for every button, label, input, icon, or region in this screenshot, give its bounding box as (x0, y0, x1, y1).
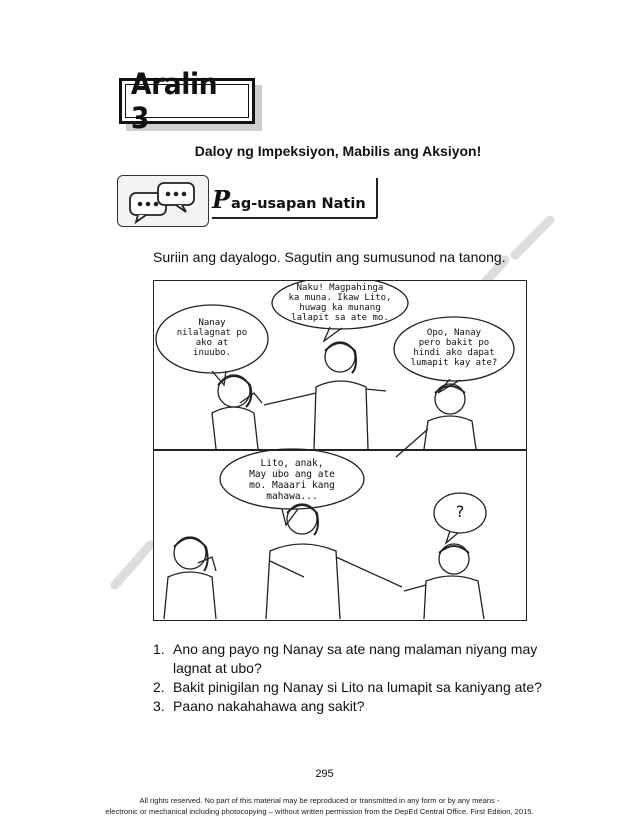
section-heading-text: ag-usapan Natin (231, 196, 366, 212)
question-number: 3. (153, 698, 165, 714)
section-underline (212, 217, 377, 219)
section-heading (212, 185, 366, 214)
question-text: Bakit pinigilan ng Nanay si Lito na lumapit sa kaniyang ate? (173, 679, 542, 695)
chat-bubbles-icon (124, 179, 204, 225)
comic-strip (153, 280, 527, 621)
instruction-text: Suriin ang dayalogo. Sagutin ang sumusunod na tanong. (153, 249, 506, 265)
section-icon-box (117, 175, 209, 227)
dialogue-line: Nanay (198, 318, 226, 328)
panel-divider (154, 449, 526, 451)
lesson-subtitle: Daloy ng Impeksiyon, Mabilis ang Aksiyon! (194, 143, 482, 159)
dialogue-line: Opo, Nanay (426, 328, 482, 338)
section-heading-initial: P (212, 185, 231, 214)
dialogue-line: Lito, anak, (260, 458, 324, 469)
question-item (153, 640, 583, 678)
dialogue-line: hindi ako dapat (413, 348, 495, 358)
dialogue-line: ako at (195, 338, 229, 348)
dialogue-line: Naku! Magpahinga (296, 283, 384, 293)
question-number: 2. (153, 679, 165, 695)
dialogue-line: huwag ka munang (299, 303, 381, 313)
question-list (153, 640, 583, 716)
dialogue-line: May ubo ang ate (249, 469, 335, 480)
boy-dialogue-1 (400, 328, 508, 368)
dialogue-line: lumapit kay ate? (410, 358, 498, 368)
dialogue-line: lalapit sa ate mo. (291, 313, 389, 323)
dialogue-line: pero bakit po (418, 338, 490, 348)
dialogue-line: mo. Maaari kang (249, 480, 335, 491)
copyright-footer (0, 795, 639, 817)
page-number: 295 (315, 768, 334, 780)
dialogue-line: ka muna. Ikaw Lito, (288, 293, 392, 303)
dialogue-line: nilalagnat po (176, 328, 248, 338)
lesson-title: Aralin 3 (130, 67, 218, 135)
question-mark: ? (455, 502, 465, 521)
question-line: Ano ang payo ng Nanay sa ate nang malaman niyang may (173, 641, 538, 657)
mother-dialogue-1 (278, 283, 402, 323)
section-divider (376, 178, 378, 218)
mother-dialogue-2 (224, 458, 360, 502)
dialogue-line: inuubo. (193, 348, 231, 358)
footer-line: All rights reserved. No part of this material may be reproduced or transmitted in any form or by any means - (139, 796, 500, 805)
lesson-title-box (119, 67, 255, 135)
question-line: lagnat at ubo? (173, 660, 262, 676)
question-item (153, 678, 583, 697)
question-text (173, 640, 537, 678)
question-item (153, 697, 583, 716)
question-number: 1. (153, 641, 165, 657)
girl-dialogue-1 (162, 318, 262, 358)
dialogue-line: mahawa... (266, 491, 318, 502)
footer-line: electronic or mechanical including photocopying – without written permission from the DepEd Central Office. First Edition, 2015. (105, 807, 534, 816)
question-text: Paano nakahahawa ang sakit? (173, 698, 365, 714)
boy-dialogue-2 (450, 503, 470, 521)
